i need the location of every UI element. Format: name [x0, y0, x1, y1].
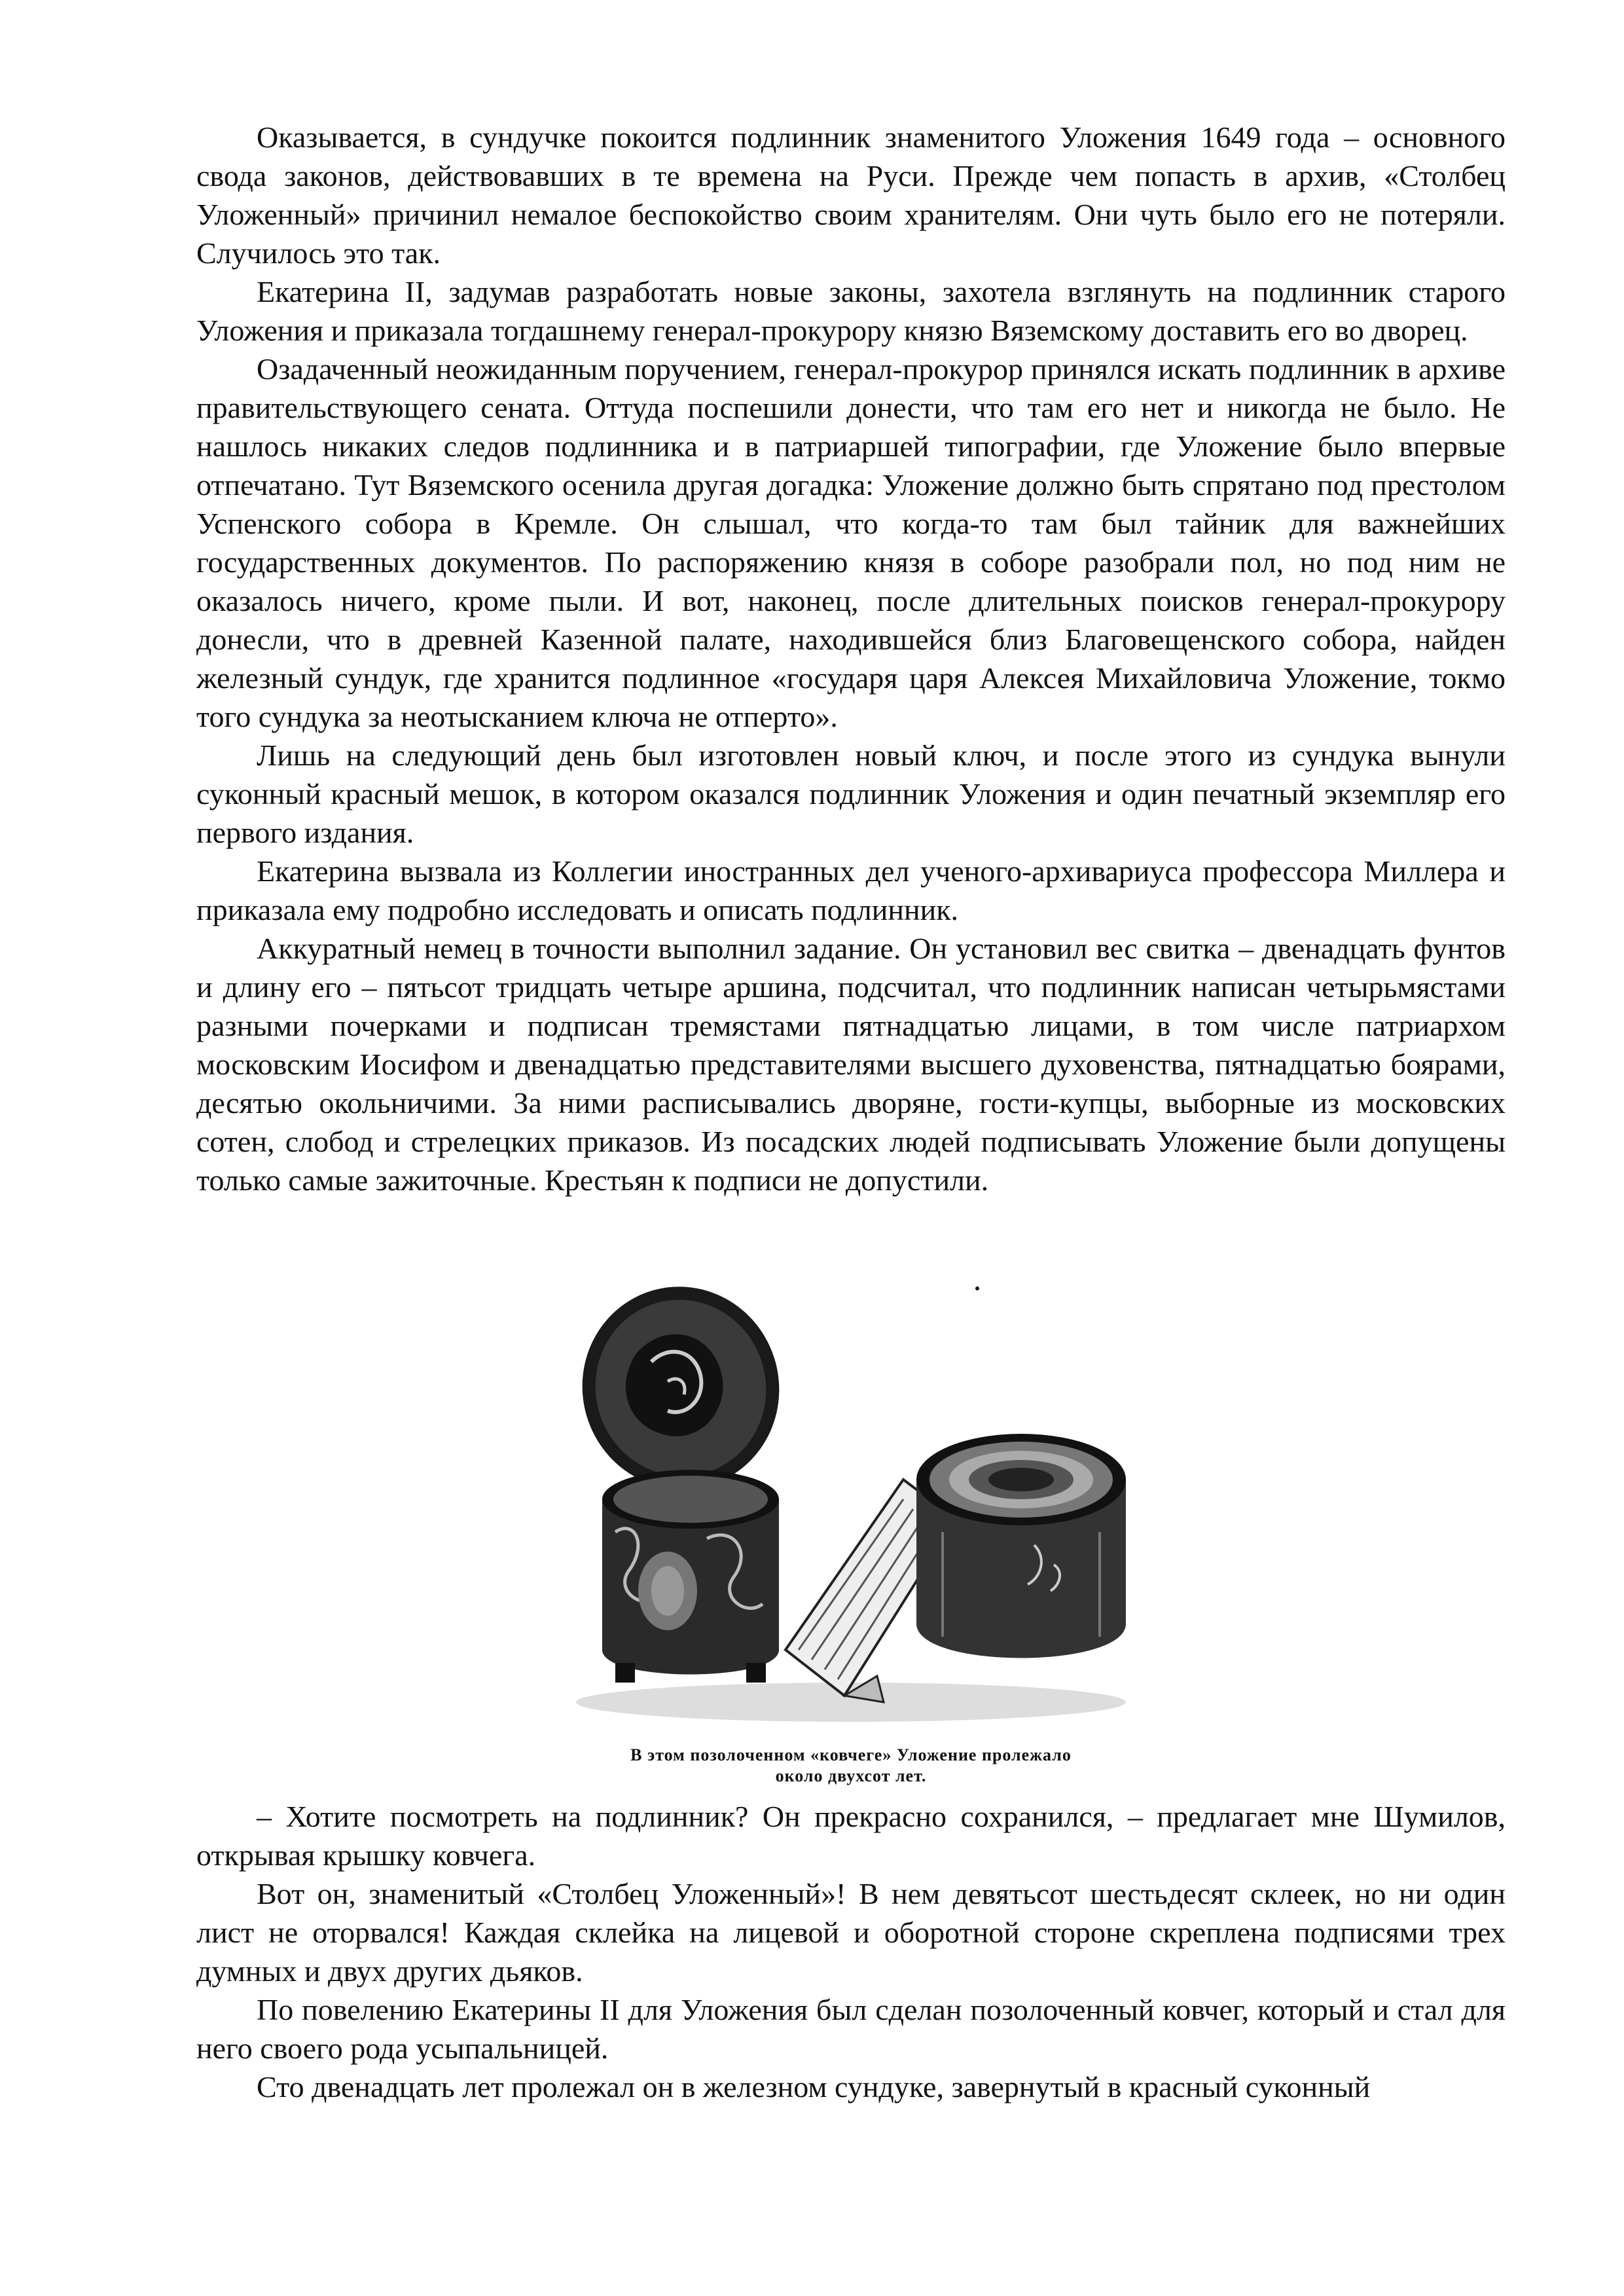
gilded-ark-illustration	[537, 1283, 1165, 1741]
ark-body-icon	[602, 1470, 779, 1683]
paragraph: Озадаченный неожиданным поручением, генерал-прокурор принялся искать подлинник в архиве правительствующего сената. Оттуда поспешили донести, что там его нет и никогда не было. Не нашлось никаких следов подлинника и в патриаршей типографии, где Уложение было впервые отпечатано. Тут Вяземского осенила другая догадка: Уложение должно быть спрятано под престолом Успенского собора в Кремле. Он слышал, что когда-то там был тайник для важнейших государственных документов. По распоряжению князя в соборе разобрали пол, но под ним не оказалось ничего, кроме пыли. И вот, наконец, после длительных поисков генерал-прокурору донесли, что в древней Казенной палате, находившейся близ Благовещенского собора, найден железный сундук, где хранится подлинное «государя царя Алексея Михайловича Уложение, токмо того сундука за неотысканием ключа не отперто».	[196, 352, 1506, 733]
paragraph: По повелению Екатерины II для Уложения был сделан позолоченный ковчег, который и стал для него своего рода усыпальницей.	[196, 1993, 1506, 2065]
article-text-top	[196, 118, 1506, 1199]
caption-line: В этом позолоченном «ковчеге» Уложение пролежало	[630, 1745, 1072, 1764]
paragraph: Аккуратный немец в точности выполнил задание. Он установил вес свитка – двенадцать фунтов и длину его – пятьсот тридцать четыре аршина, подсчитал, что подлинник написан четырьмястами разными почерками и подписан тремястами пятнадцатью лицами, в том числе патриархом московским Иосифом и двенадцатью представителями высшего духовенства, пятнадцатью боярами, десятью окольничими. За ними расписывались дворяне, гости-купцы, выборные из московских сотен, слобод и стрелецких приказов. Из посадских людей подписывать Уложение были допущены только самые зажиточные. Крестьян к подписи не допустили.	[196, 932, 1506, 1197]
scroll-roll-icon	[916, 1434, 1126, 1658]
ark-scroll-icon	[537, 1283, 1165, 1741]
paragraph: – Хотите посмотреть на подлинник? Он прекрасно сохранился, – предлагает мне Шумилов, открывая крышку ковчега.	[196, 1800, 1506, 1872]
paragraph: Екатерина вызвала из Коллегии иностранных дел ученого-архивариуса профессора Миллера и приказала ему подробно исследовать и описать подлинник.	[196, 854, 1506, 926]
paragraph: Вот он, знаменитый «Столбец Уложенный»! В нем девятьсот шестьдесят склеек, но ни один лист не оторвался! Каждая склейка на лицевой и оборотной стороне скреплена подписями трех думных и двух других дьяков.	[196, 1877, 1506, 1988]
paragraph: Сто двенадцать лет пролежал он в железном сундуке, завернутый в красный суконный	[257, 2070, 1371, 2104]
paragraph: Оказывается, в сундучке покоится подлинник знаменитого Уложения 1649 года – основного свода законов, действовавших в те времена на Руси. Прежде чем попасть в архив, «Столбец Уложенный» причинил немалое беспокойство своим хранителям. Они чуть было его не потеряли. Случилось это так.	[196, 120, 1506, 270]
paragraph: Лишь на следующий день был изготовлен новый ключ, и после этого из сундука вынули суконный красный мешок, в котором оказался подлинник Уложения и один печатный экземпляр его первого издания.	[196, 738, 1506, 849]
caption-line: около двухсот лет.	[775, 1766, 927, 1785]
paragraph: Екатерина II, задумав разработать новые законы, захотела взглянуть на подлинник старого Уложения и приказала тогдашнему генерал-прокурору князю Вяземскому доставить его во дворец.	[196, 275, 1506, 347]
figure-caption	[458, 1745, 1244, 1787]
article-text-bottom	[196, 1797, 1506, 2106]
